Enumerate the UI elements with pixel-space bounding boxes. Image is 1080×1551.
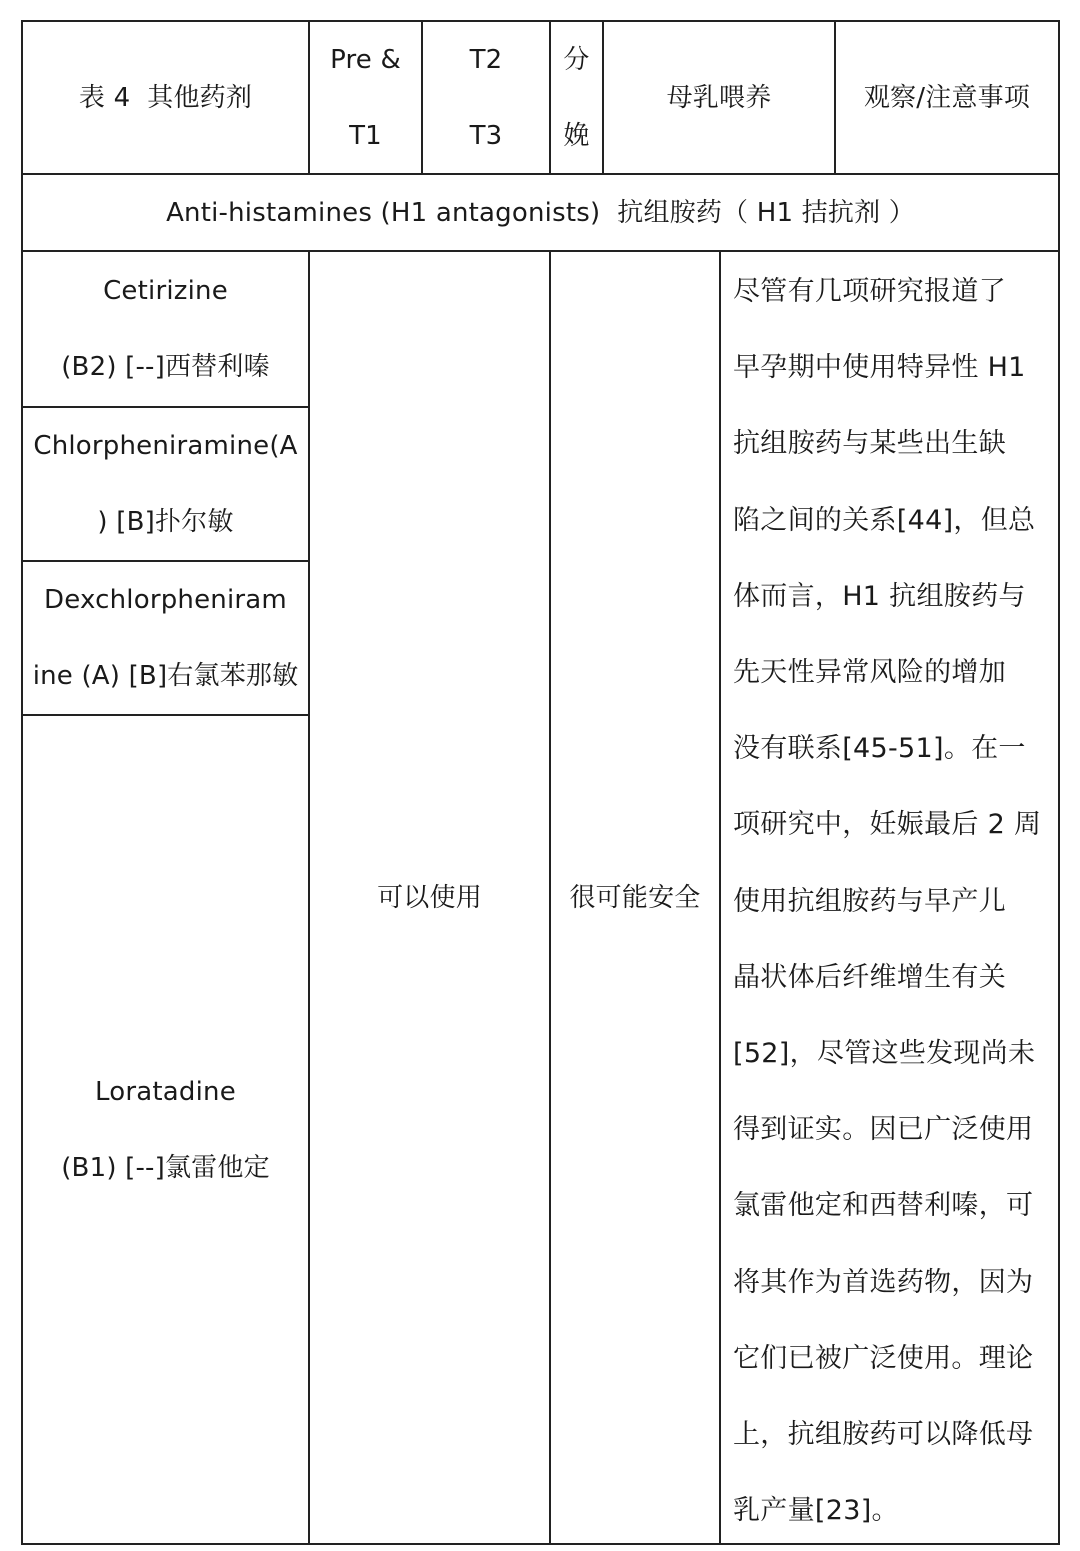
notes-line: 抗组胺药与某些出生缺 (733, 428, 1006, 460)
drug-chlorpheniramine (23, 408, 308, 560)
notes-line: 乳产量[23]。 (733, 1495, 899, 1527)
drug-loratadine (23, 716, 308, 1543)
header-delivery-line1: 分 (563, 44, 590, 75)
notes-line: 它们已被广泛使用。理论 (733, 1342, 1034, 1374)
drug-name: Cetirizine (103, 276, 228, 306)
notes-line: 陷之间的关系[44]，但总 (733, 504, 1036, 536)
notes-line: 尽管有几项研究报道了 (733, 276, 1006, 307)
notes-line: 晶状体后纤维增生有关 (733, 961, 1006, 993)
header-t2-t3 (423, 22, 549, 173)
notes-line: 将其作为首选药物，因为 (733, 1266, 1034, 1298)
drug-dexchlorpheniramine (23, 562, 308, 714)
notes-line: 项研究中，妊娠最后 2 周 (733, 809, 1042, 841)
drug-name: Chlorpheniramine(A (33, 431, 298, 461)
header-table-title: 表 4 其他药剂 (78, 82, 253, 113)
vline-right (1058, 20, 1060, 1545)
drug-detail: ine (A) [B]右氯苯那敏 (32, 661, 299, 691)
header-delivery-line2: 娩 (563, 120, 590, 151)
notes-line: [52]，尽管这些发现尚未 (733, 1038, 1036, 1070)
header-t2-t3-line1: T2 (469, 44, 503, 75)
drug-detail: (B2) [--]西替利嗪 (61, 352, 270, 382)
notes-line: 体而言，H1 抗组胺药与 (733, 580, 1026, 612)
header-pre-t1 (310, 22, 421, 173)
notes-line: 早孕期中使用特异性 H1 (733, 352, 1026, 384)
drug-cetirizine (23, 252, 308, 406)
notes-line: 上，抗组胺药可以降低母 (733, 1419, 1034, 1451)
drug-detail: ) [B]扑尔敏 (97, 507, 234, 537)
notes-line: 先天性异常风险的增加 (733, 657, 1006, 689)
drug-detail: (B1) [--]氯雷他定 (61, 1152, 270, 1183)
notes-line: 氯雷他定和西替利嗪，可 (733, 1190, 1034, 1222)
vline-b3 (719, 250, 721, 1545)
notes-line: 得到证实。因已广泛使用 (733, 1114, 1034, 1146)
header-t2-t3-line2: T3 (469, 120, 503, 151)
section-title: Anti-histamines (H1 antagonists) 抗组胺药（ H1 拮抗剂 ） (166, 197, 915, 228)
header-notes: 观察/注意事项 (863, 82, 1031, 113)
header-breastfeeding: 母乳喂养 (666, 82, 772, 113)
notes-cell (733, 254, 1055, 1543)
breastfeeding-safety-cell: 很可能安全 (569, 882, 701, 913)
notes-line: 使用抗组胺药与早产儿 (733, 885, 1006, 917)
header-delivery (551, 22, 602, 173)
header-pre-t1-line1: Pre & (330, 44, 401, 75)
pregnancy-use-cell: 可以使用 (377, 882, 482, 913)
header-pre-t1-line2: T1 (349, 120, 382, 151)
notes-line: 没有联系[45-51]。在一 (733, 733, 1026, 765)
drug-name: Dexchlorpheniram (44, 585, 287, 615)
drug-name: Loratadine (95, 1076, 236, 1107)
